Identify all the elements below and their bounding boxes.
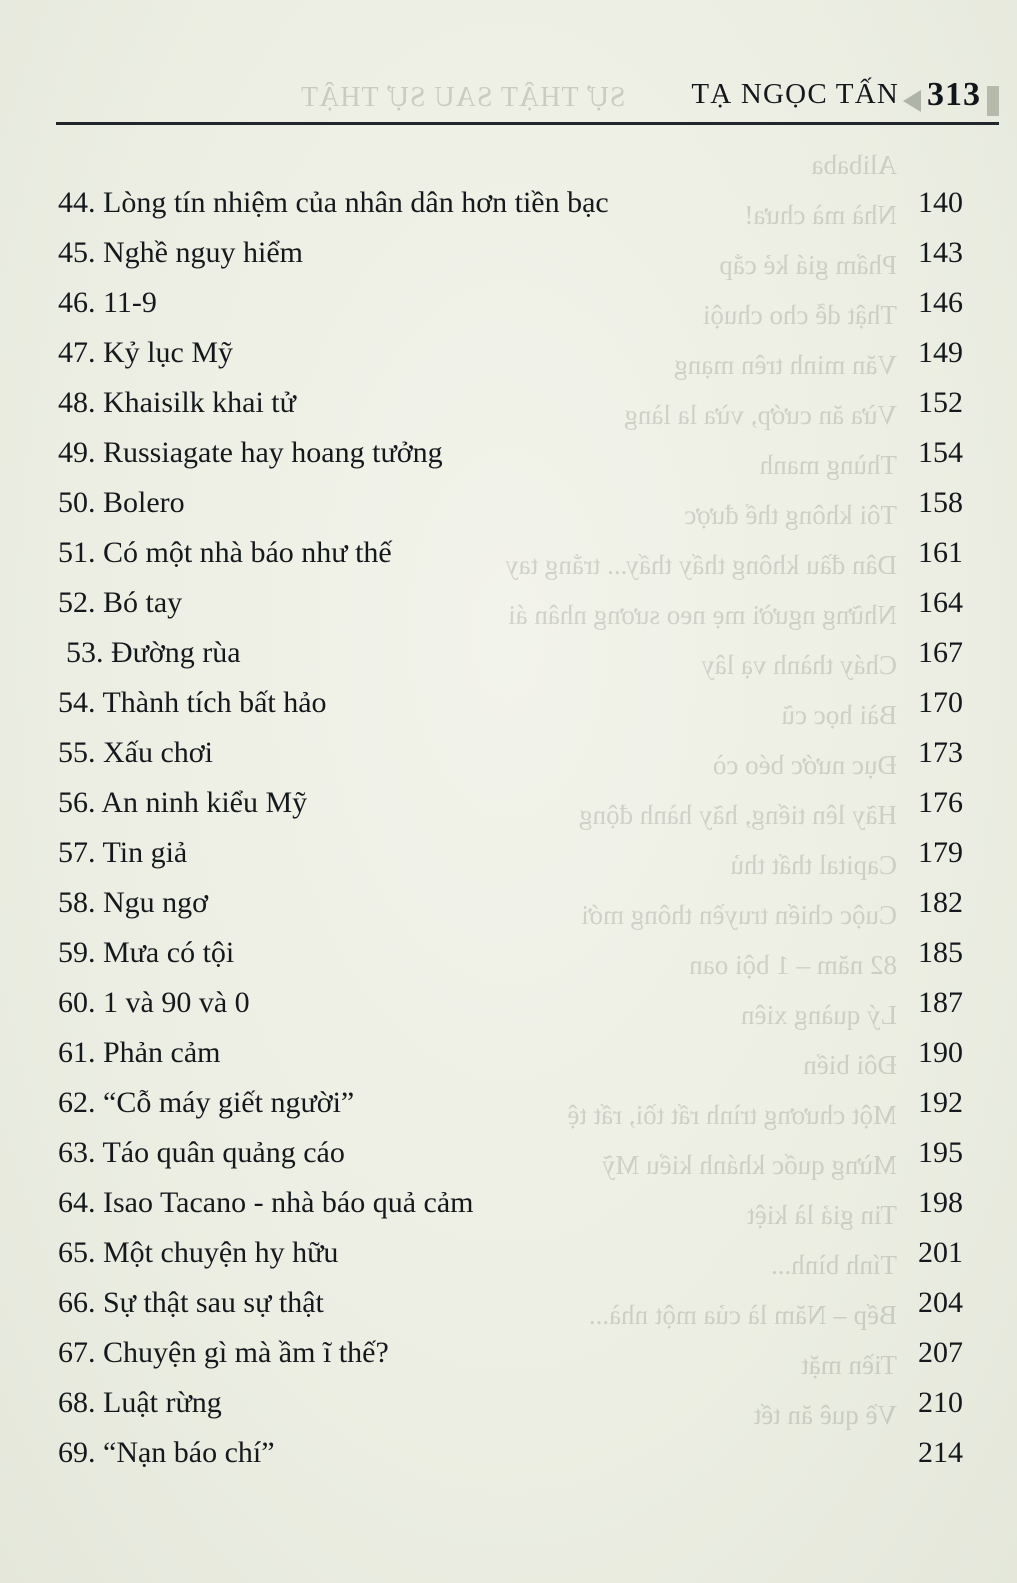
toc-entry-page: 179: [918, 836, 963, 869]
table-of-contents: [58, 178, 981, 1478]
toc-entry[interactable]: [58, 1378, 981, 1428]
toc-entry-page: 143: [918, 236, 963, 269]
toc-entry-label: 52. Bó tay: [58, 586, 183, 619]
toc-entry-label: 62. “Cỗ máy giết người”: [58, 1086, 355, 1119]
toc-entry-label: 60. 1 và 90 và 0: [58, 986, 250, 1019]
toc-entry-label: 58. Ngu ngơ: [58, 886, 209, 919]
toc-entry[interactable]: [58, 1178, 981, 1228]
toc-entry-page: 167: [918, 636, 963, 669]
toc-entry-label: 45. Nghề nguy hiểm: [58, 236, 303, 269]
toc-entry-page: 140: [918, 186, 963, 219]
toc-entry[interactable]: [58, 178, 981, 228]
toc-entry-page: 170: [918, 686, 963, 719]
toc-entry-label: 63. Táo quân quảng cáo: [58, 1136, 345, 1169]
toc-entry[interactable]: [58, 1078, 981, 1128]
toc-entry[interactable]: [58, 1328, 981, 1378]
toc-entry[interactable]: [58, 278, 981, 328]
toc-entry[interactable]: [58, 328, 981, 378]
toc-entry[interactable]: [58, 678, 981, 728]
toc-entry-page: 204: [918, 1286, 963, 1319]
toc-entry-page: 190: [918, 1036, 963, 1069]
toc-entry[interactable]: [58, 1028, 981, 1078]
toc-entry-page: 154: [918, 436, 963, 469]
toc-entry[interactable]: [58, 928, 981, 978]
bleed-through-running-head: SỰ THẬT SAU SỰ THẬT: [300, 82, 626, 113]
toc-entry-label: 68. Luật rừng: [58, 1386, 222, 1419]
toc-entry-page: 176: [918, 786, 963, 819]
toc-entry[interactable]: [58, 478, 981, 528]
toc-entry-label: 65. Một chuyện hy hữu: [58, 1236, 339, 1269]
toc-entry-label: 67. Chuyện gì mà ầm ĩ thế?: [58, 1336, 389, 1369]
toc-entry-page: 207: [918, 1336, 963, 1369]
toc-entry-label: 56. An ninh kiểu Mỹ: [58, 786, 308, 819]
toc-entry[interactable]: [58, 228, 981, 278]
header-rule: [56, 122, 999, 125]
toc-entry-label: 51. Có một nhà báo như thế: [58, 536, 392, 569]
toc-entry-page: 201: [918, 1236, 963, 1269]
toc-entry-label: 47. Kỷ lục Mỹ: [58, 336, 233, 369]
toc-entry-page: 164: [918, 586, 963, 619]
toc-entry[interactable]: [58, 528, 981, 578]
toc-entry[interactable]: [58, 978, 981, 1028]
toc-entry-page: 195: [918, 1136, 963, 1169]
toc-entry-page: 182: [918, 886, 963, 919]
toc-entry-page: 185: [918, 936, 963, 969]
toc-entry-page: 210: [918, 1386, 963, 1419]
toc-entry-page: 158: [918, 486, 963, 519]
page-number: 313: [927, 76, 981, 113]
toc-entry-page: 161: [918, 536, 963, 569]
toc-entry-label: 59. Mưa có tội: [58, 936, 235, 969]
toc-entry-label: 49. Russiagate hay hoang tưởng: [58, 436, 443, 469]
toc-entry[interactable]: [58, 1428, 981, 1478]
toc-entry[interactable]: [58, 1228, 981, 1278]
toc-entry[interactable]: [58, 1278, 981, 1328]
toc-entry-page: 198: [918, 1186, 963, 1219]
toc-entry[interactable]: [58, 828, 981, 878]
toc-entry-page: 149: [918, 336, 963, 369]
running-head: TẠ NGỌC TẤN: [691, 78, 899, 110]
toc-entry[interactable]: [58, 578, 981, 628]
toc-entry-label: 57. Tin giả: [58, 836, 188, 869]
toc-entry-page: 187: [918, 986, 963, 1019]
toc-entry[interactable]: [58, 628, 981, 678]
toc-entry[interactable]: [58, 878, 981, 928]
toc-entry-label: 64. Isao Tacano - nhà báo quả cảm: [58, 1186, 474, 1219]
header-block-ornament: [987, 86, 999, 116]
toc-entry[interactable]: [58, 728, 981, 778]
toc-entry-label: 69. “Nạn báo chí”: [58, 1436, 275, 1469]
toc-entry-page: 152: [918, 386, 963, 419]
toc-entry-label: 50. Bolero: [58, 486, 185, 519]
arrow-icon: [903, 90, 921, 112]
toc-entry-page: 146: [918, 286, 963, 319]
toc-entry-label: 66. Sự thật sau sự thật: [58, 1286, 324, 1319]
toc-entry[interactable]: [58, 428, 981, 478]
toc-entry-label: 53. Đường rùa: [66, 636, 241, 669]
toc-entry-page: 214: [918, 1436, 963, 1469]
toc-entry-label: 54. Thành tích bất hảo: [58, 686, 327, 719]
toc-entry-label: 44. Lòng tín nhiệm của nhân dân hơn tiền bạc: [58, 186, 609, 219]
toc-entry-page: 173: [918, 736, 963, 769]
toc-entry-label: 46. 11-9: [58, 286, 157, 319]
toc-entry-label: 61. Phản cảm: [58, 1036, 221, 1069]
toc-entry-label: 55. Xấu chơi: [58, 736, 213, 769]
page-header: [0, 78, 1017, 134]
toc-entry[interactable]: [58, 778, 981, 828]
toc-entry[interactable]: [58, 378, 981, 428]
toc-entry-page: 192: [918, 1086, 963, 1119]
toc-entry-label: 48. Khaisilk khai tử: [58, 386, 296, 419]
toc-entry[interactable]: [58, 1128, 981, 1178]
